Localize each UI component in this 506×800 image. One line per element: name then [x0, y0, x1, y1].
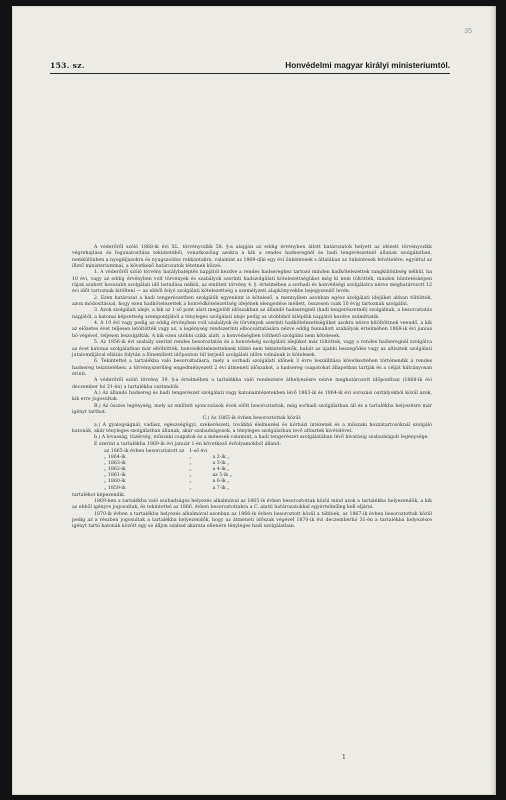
paragraph: a.) A gyalogságnál, vadász, egészségügyi, szekerészeti, továbbá élelmezési és kórházi intézetek és a műszaki hozzátartozóknál szolgáló katonák, akár tényleges szolgálatban állanak, akár szabadságosok, a tényleges szolgálatban levő altisztek kivételével.	[72, 422, 432, 434]
paragraph-heading: C.) Az 1865-ik évben besoroztottak közül:	[202, 416, 302, 422]
pencil-page-note: 35	[464, 28, 472, 35]
paragraph: 1870-ik évben a tartalékba helyezés alkalmával azonban az 1866-ik évben besoroztott közül a többiek, az 1867-ik évben besoroztottak közül pedig az a részben jogosultak a tartalékba helyezendők, hogy az átmeneti időszak végével 1870-ik évi deczemberhó 31-én a tartalékba helyezésre igényt tartó katonák között egy se álljon szabad akarata ellenére tényleges hadi szolgálatban.	[72, 511, 432, 530]
document-title: Honvédelmi magyar királyi ministeriumtól.	[285, 61, 450, 70]
page-number: 1	[342, 754, 346, 761]
table-cell: „	[189, 485, 192, 491]
paragraph: A véderőről szóló törvény 39. §-a értelmében a tartalékba való rendezésre áthelyezésre nézve meghatározott időpontban (1868-ik évi deczember hó 31-én) a tartalékba osztandók:	[72, 378, 432, 390]
paragraph: 1869-ben a tartalékba való szabadságos helyezés alkalmával az 1865-ik évben besoroztottak közül mind azok a tartalékba helyezendők, a kik az ebből igényre jogosultak, és tekintettel az 1866. évben besoroztottakra a C. alatti határozatokkal egyértelműleg kell eljárni.	[72, 499, 432, 511]
paragraph: A véderőről szóló 1868-ik évi XL. törvényczikk 58. §-a alapján az eddig érvényben állott határozatok helyett az idézett törvényczikk végrehajtása és foganatosítása tekintetéből, vonatkozólag azokra a kik a rendes hadseregnél és hadi tengerészetnél állanak szolgálatban, nemkülönben a nyugdíjasokra és nyugszoldos rokkantakra, valamint az 1869-diki egy évi önkéntesek s általában az önkéntesek felvételére, egyúttal az illető ministeriummal, a következő határozatok tétetnek közzé:	[72, 245, 432, 270]
reserve-years-table	[104, 449, 237, 492]
table-cell: 1-ső évi	[189, 449, 208, 454]
paragraph: B.) Az összes legénység, mely az említett ujoncozások évek előtt besoroztattak, még sorhadi szolgálatban áll és a tartalékba helyezésre már igényt tarthat.	[72, 403, 432, 415]
table-cell: „	[189, 455, 192, 461]
table-cell: a 3-ik „	[212, 461, 230, 467]
table-cell: „ 1861-ik	[104, 473, 126, 479]
table-cell: „	[189, 467, 192, 473]
document-number: 153. sz.	[50, 61, 85, 70]
table-cell: „ 1862-ik	[104, 467, 126, 473]
table-cell: a 6-ik „	[212, 479, 230, 485]
document-page	[12, 6, 496, 795]
paragraph: b.) A lovasság, tüzérség, műszaki csapatok és a ménesek valamint, a hadi tengerészet szolgálatában lévő hivatásig szabadságolt legénysége.	[94, 435, 429, 441]
paragraph: 5. Az 1856-ik évi szabály szerint rendes besoroztatás és a honvédség szolgálati idejüket már töltöttek, vagy a rendes hadseregnél szolgálva az évet katonai szolgálatban már eltöltötték, honvédkötelezetteknek többé nem tekintethetők, habár az újabbi beszegődés vagy az altisztek szolgálati jutalomdíjával ellátás folytán a fönemlített időponton túl terjedő szolgálati időre volnának is kötelesek.	[72, 340, 432, 358]
page-edge-shadow	[490, 6, 496, 795]
table-cell: a 4-ik „	[212, 467, 230, 473]
paragraph: 1. A véderőről szóló törvény hatálybaléptés napjától kezdve a rendes hadsereghez tartozó minden hadkötelezettek rangkülönbség nélkül, ha 10 évi, vagy az eddig érvényben volt törvények és szabályok szerinti hadszolgálati kötelezettségüket még ki nem töltötték, minden büntetésképen rájok szabott hosszabb szolgálati idő betudása nélkül, az említett törvény 4. §. értelmében a sorhadi és honvédségi szolgálatra nézve meghatározott 12 évi időt tartoznak kitölteni — az ebből folyó szolgálati kötelezettség a személyzeti alapkönyvekbe bejegyzendő levén.	[72, 270, 432, 295]
paragraph: 3. Azok szolgálati ideje, a kik az 1-ső pont alatt megjelölt időszakban az állandó hadseregnél (hadi tengerészetnél) szolgálnak, a besoroztatás napjától, a katonai képzettség szempontjából a tényleges szolgálati ideje pedig az utóbbiból kilépítik napjától kezdve számíttatik.	[72, 308, 432, 320]
table-cell: az 5-ik „	[212, 473, 233, 479]
table-cell: „ 1860-ik	[104, 479, 126, 485]
paragraph: 2. Ezen határozat a hadi tengerészetben szolgálók egyenkint is köteleső, a mennyiben azonban egész szolgálati idejüket abban töltötték, azon módosítással, hogy ezen hadkötelezettek a honvédkötelezettség idejének elengedése mellett, összesen csak 10 évig tartoznak szolgálni.	[72, 295, 432, 308]
table-cell: az 1865-ik évben besoroztatott az	[104, 449, 185, 454]
paragraph: 6. Tekintettel a tartalékba való besoroztatásra, mely a sorhadi szolgálati időnek 3 évre leszállítása következtében történendik a rendes hadsereg tekintetében, a törvényszerűleg engedményezett 2 évi átmeneti időszakot, a hadsereg csapatokat állapotban tartják és a célját hátrányosan érinti.	[72, 359, 432, 377]
header-rule	[50, 73, 450, 74]
paragraph: E szerint a tartalékba 1869-ik évi január 1-én következő évfolyamokból álland:	[94, 441, 281, 447]
table-cell: a 7-ik „	[212, 485, 230, 491]
document-body	[72, 245, 432, 775]
table-cell: „	[189, 479, 192, 485]
table-cell: „	[189, 473, 192, 479]
after-table-text: tartalékot képezendik.	[72, 492, 126, 498]
table-cell: „ 1864-ik	[104, 455, 126, 461]
page-header	[50, 61, 450, 70]
paragraph: A.) Az állandó hadsereg és hadi tengerészet szolgálati vagy katonaintézetekben lévő 1863-ik és 1864-ik évi sorozási osztályokból közül azok, kik erre jogosultak.	[72, 390, 432, 403]
table-cell: „	[189, 461, 192, 467]
paragraph: 4. A 10 évi vagy pedig az eddig érvényben volt szabályok és törvények szerinti hadkötelezettségüket azokra nézve kitöltöttnek veendő, a kik az előzetes évet teljesen letöltötték vagy az, a legénység rendszerinti elbocsáttatására nézve eddig fennállott szabályok értelmében 1868-ik évi junius hó végével, teljesen leszolgálták. A kik ezen utóbbi czikk alatt, a honvédségben tölthető szolgálni nem kötelesek.	[72, 321, 432, 339]
table-cell: „ 1863-ik	[104, 461, 126, 467]
table-cell: „ 1859-ik	[104, 485, 126, 491]
table-row	[104, 486, 237, 492]
table-cell: a 2-ik „	[212, 455, 230, 461]
